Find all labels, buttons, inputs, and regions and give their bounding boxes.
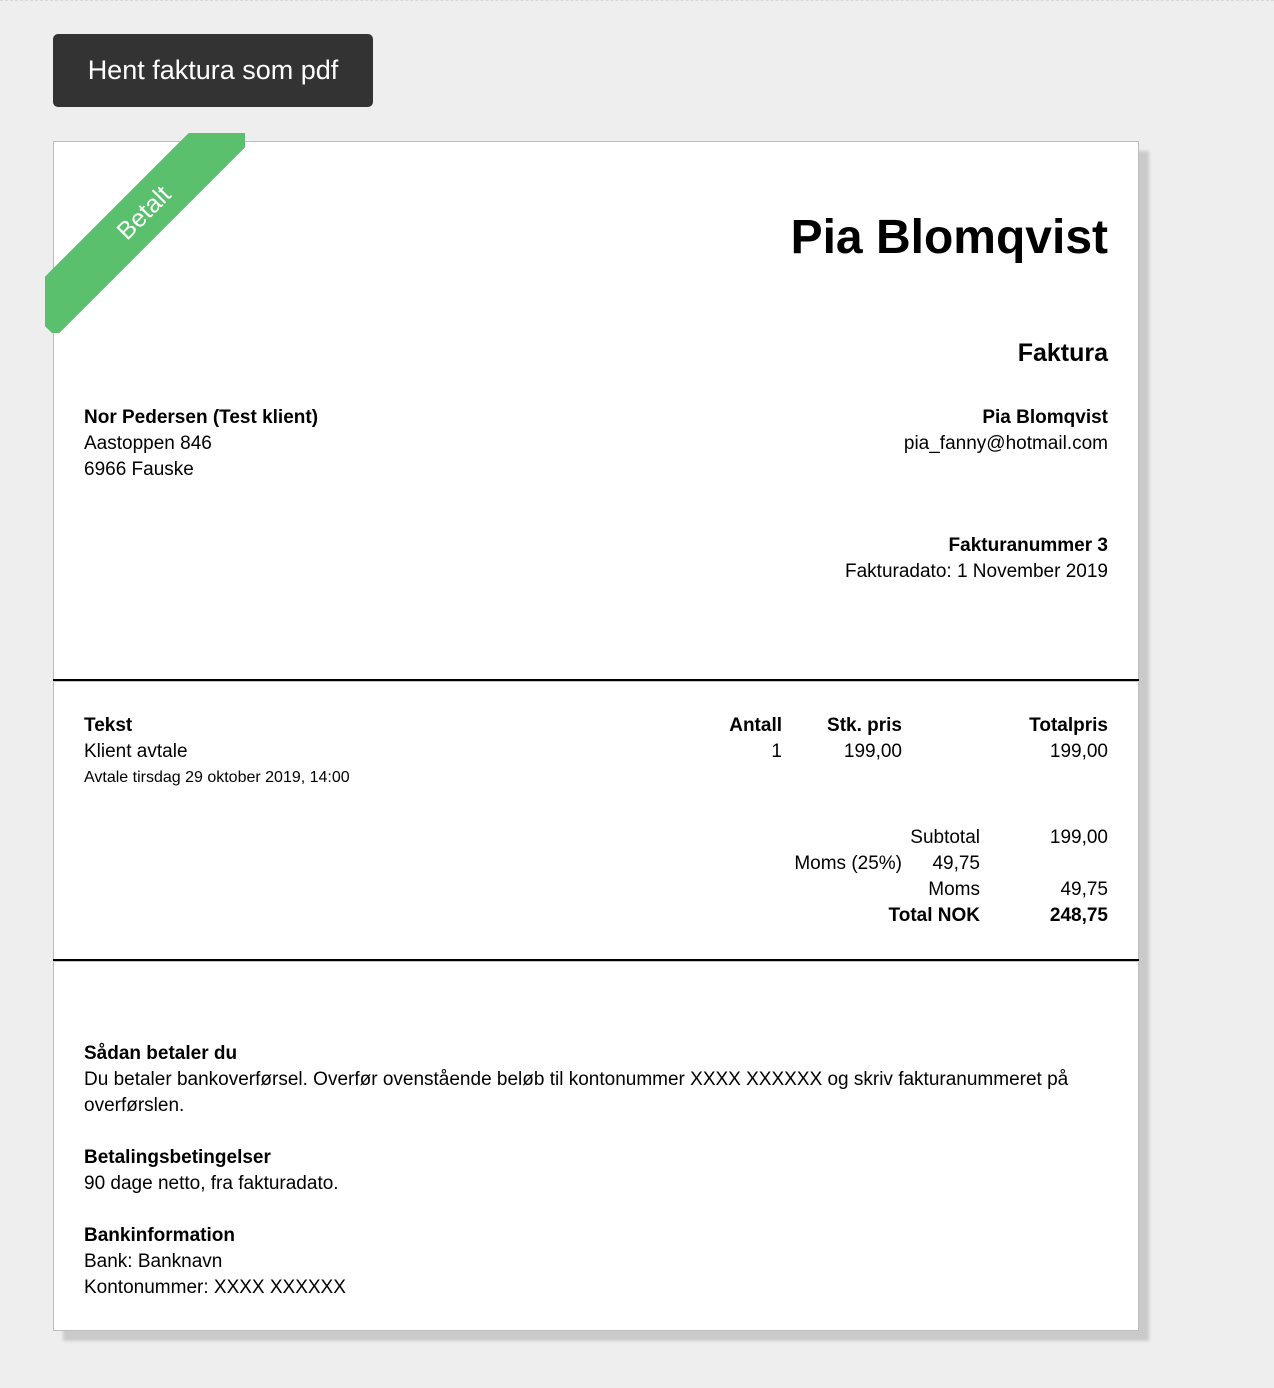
invoice-date: Fakturadato: 1 November 2019 [845, 561, 1108, 582]
sender-info [904, 405, 1108, 457]
total-label: Total NOK [888, 905, 980, 926]
paid-status-ribbon: Betalt [45, 133, 245, 333]
row-quantity: 1 [771, 741, 782, 762]
row-unit-price: 199,00 [843, 741, 902, 762]
vat-rate-value: 49,75 [932, 853, 980, 874]
payment-method-text: Du betaler bankoverførsel. Overfør ovenstående beløb til kontonummer XXXX XXXXXX og skriv fakturanummeret på overførslen. [84, 1069, 1069, 1116]
section-divider [53, 959, 1139, 962]
payment-method-title: Sådan betaler du [84, 1043, 238, 1064]
company-name: Pia Blomqvist [790, 211, 1108, 264]
account-number: Kontonummer: XXXX XXXXXX [84, 1277, 346, 1298]
payment-information [84, 1041, 1104, 1301]
vat-value: 49,75 [1060, 879, 1108, 900]
row-description: Avtale tirsdag 29 oktober 2019, 14:00 [84, 769, 350, 786]
bank-info-section [84, 1223, 1104, 1301]
client-street: Aastoppen 846 [84, 433, 212, 454]
subtotal-value: 199,00 [1049, 827, 1108, 848]
vat-rate-label: Moms (25%) [794, 853, 902, 874]
sender-name: Pia Blomqvist [982, 407, 1108, 428]
payment-terms-text: 90 dage netto, fra fakturadato. [84, 1173, 339, 1194]
bank-info-title: Bankinformation [84, 1225, 235, 1246]
total-value: 248,75 [1049, 905, 1108, 926]
paid-ribbon-container [45, 133, 245, 333]
payment-method-section [84, 1041, 1104, 1119]
invoice-meta [845, 533, 1108, 585]
payment-terms-section [84, 1145, 1104, 1197]
payment-terms-title: Betalingsbetingelser [84, 1147, 271, 1168]
vat-label: Moms [928, 879, 980, 900]
bank-name: Bank: Banknavn [84, 1251, 223, 1272]
top-dashed-rule [0, 0, 1274, 2]
section-divider [53, 679, 1139, 682]
column-header-text: Tekst [84, 715, 133, 736]
client-name: Nor Pedersen (Test klient) [84, 407, 319, 428]
sender-email: pia_fanny@hotmail.com [903, 433, 1108, 454]
client-city: 6966 Fauske [84, 459, 194, 480]
invoice-number: Fakturanummer 3 [948, 535, 1108, 556]
document-title: Faktura [1017, 339, 1108, 367]
column-header-quantity: Antall [729, 715, 782, 736]
client-address [84, 405, 318, 483]
row-total: 199,00 [1049, 741, 1108, 762]
download-pdf-button[interactable]: Hent faktura som pdf [53, 34, 373, 107]
row-title: Klient avtale [84, 741, 188, 762]
column-header-total: Totalpris [1029, 715, 1108, 736]
subtotal-label: Subtotal [910, 827, 980, 848]
invoice-document [53, 141, 1139, 1331]
column-header-unit-price: Stk. pris [827, 715, 902, 736]
